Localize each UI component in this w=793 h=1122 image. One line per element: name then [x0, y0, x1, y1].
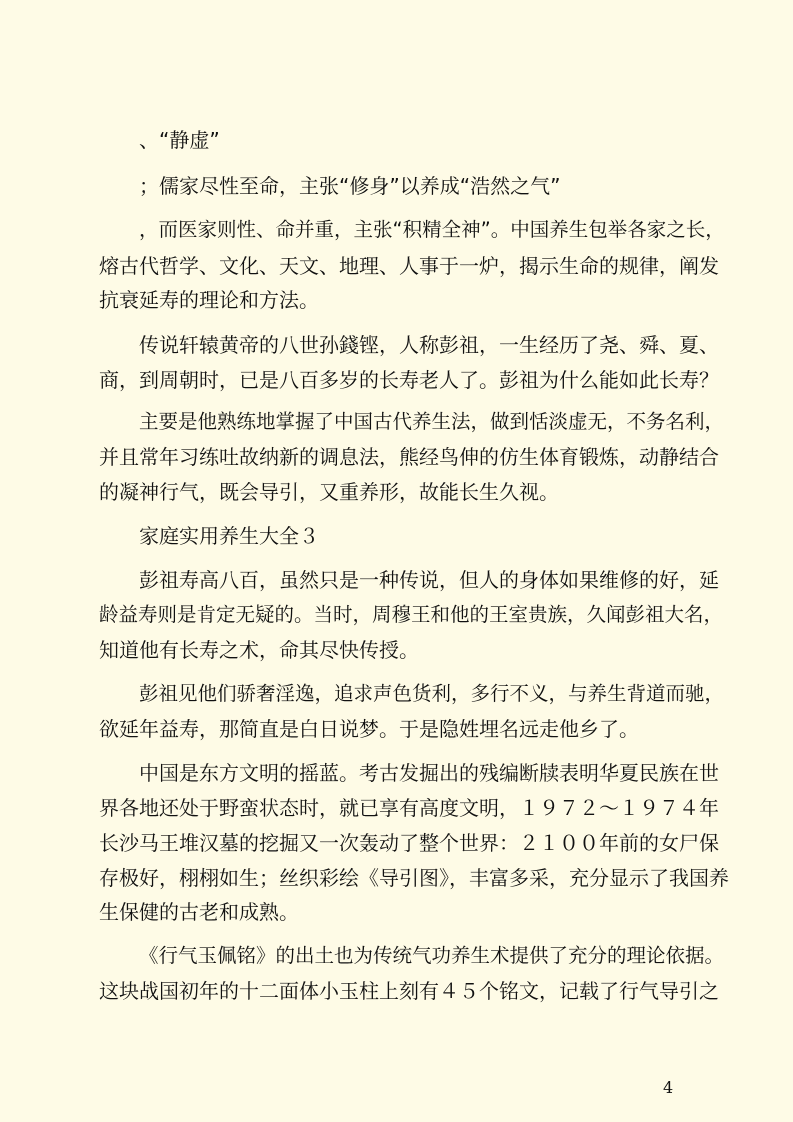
text-line: 龄益寿则是肯定无疑的。当时，周穆王和他的王室贵族，久闻彭祖大名， [99, 603, 724, 626]
text-line: 抗衰延寿的理论和方法。 [99, 288, 319, 312]
page-number: 4 [663, 1078, 674, 1097]
text-line: 《行气玉佩铭》的出土也为传统气功养生术提供了充分的理论依据。 [139, 944, 725, 967]
text-line: ，而医家则性、命并重，主张“积精全神”。中国养生包举各家之长， [139, 218, 725, 241]
text-line: 生保健的古老和成熟。 [99, 900, 299, 924]
text-line: 商，到周朝时，已是八百多岁的长寿老人了。彭祖为什么能如此长寿？ [99, 368, 719, 392]
text-line: 中国是东方文明的摇蓝。考古发掘出的残编断牍表明华夏民族在世 [139, 761, 719, 785]
text-line: 存极好，栩栩如生；丝织彩绘《导引图》，丰富多采，充分显示了我国养 [99, 866, 729, 890]
text-line: 这块战国初年的十二面体小玉柱上刻有４５个铭文，记载了行气导引之 [99, 979, 719, 1003]
text-line: 传说轩辕黄帝的八世孙錢铿，人称彭祖，一生经历了尧、舜、夏、 [139, 333, 719, 357]
text-line: 主要是他熟练地掌握了中国古代养生法，做到恬淡虚无，不务名利， [139, 410, 725, 433]
text-line: 的凝神行气，既会导引，又重养形，故能长生久视。 [99, 480, 559, 504]
text-line: 界各地还处于野蛮状态时，就已享有高度文明，１９７２～１９７４年 [99, 796, 719, 820]
text-line: 、“静虚” [139, 128, 220, 152]
section-heading: 家庭实用养生大全３ [139, 524, 319, 548]
text-line: 彭祖见他们骄奢淫逸，追求声色货利，多行不义，与养生背道而驰， [139, 682, 725, 705]
text-line: 并且常年习练吐故纳新的调息法，熊经鸟伸的仿生体育锻炼，动静结合 [99, 445, 719, 469]
text-line: ；儒家尽性至命，主张“修身”以养成“浩然之气” [139, 174, 561, 198]
text-line: 熔古代哲学、文化、天文、地理、人事于一炉，揭示生命的规律，阐发 [99, 254, 719, 278]
text-line: 欲延年益寿，那简直是白日说梦。于是隐姓埋名远走他乡了。 [99, 717, 639, 741]
text-line: 知道他有长寿之术，命其尽快传授。 [99, 638, 419, 662]
text-line: 彭祖寿高八百，虽然只是一种传说，但人的身体如果维修的好，延 [139, 568, 719, 592]
text-line: 长沙马王堆汉墓的挖掘又一次轰动了整个世界：２１００年前的女尸保 [99, 831, 719, 855]
